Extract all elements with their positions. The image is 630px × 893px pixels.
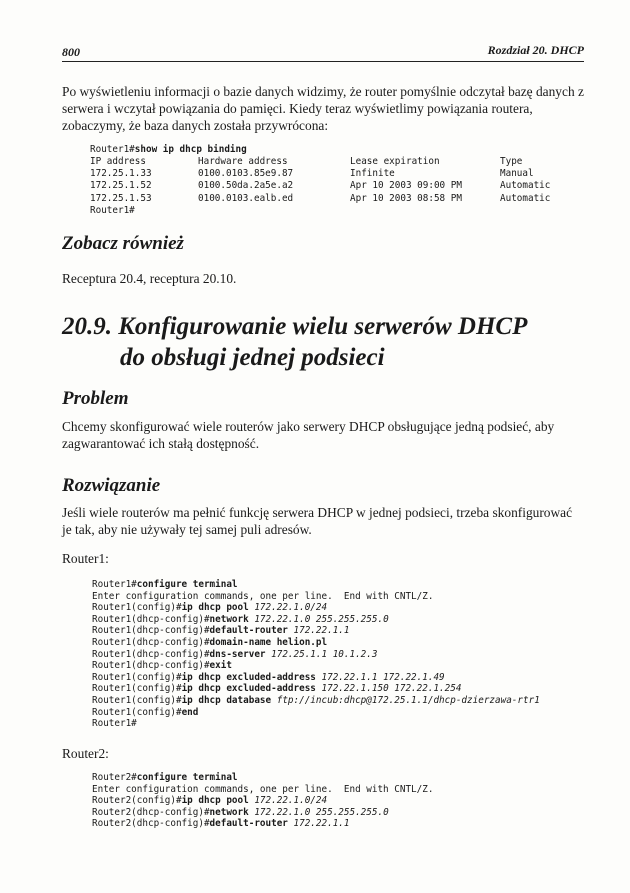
section-title-line2: do obsługi jednej podsieci — [120, 344, 385, 371]
binding-cell: Manual — [500, 168, 534, 179]
binding-cell: Apr 10 2003 09:00 PM — [350, 180, 462, 192]
cli-prompt: Router1(dhcp-config)# — [92, 637, 210, 648]
config-line — [92, 602, 327, 614]
cli-command: default-router — [209, 818, 288, 830]
config-line — [92, 772, 238, 784]
cli-argument: 172.22.1.0/24 — [248, 602, 328, 614]
config-line — [92, 614, 389, 626]
cli-prompt: Router2# — [92, 772, 137, 783]
cli-argument: 172.22.1.0 255.255.255.0 — [248, 806, 389, 818]
cli-prompt: Router1(dhcp-config)# — [92, 660, 210, 672]
config-line — [92, 660, 232, 672]
section-title-line1: 20.9. Konfigurowanie wielu serwerów DHCP — [62, 313, 528, 340]
cli-command: configure terminal — [136, 579, 238, 590]
binding-cell: IP address — [90, 156, 146, 167]
router2-label: Router2: — [62, 746, 109, 761]
cli-command: end — [181, 706, 199, 718]
see-also-text: Receptura 20.4, receptura 20.10. — [62, 271, 237, 286]
cli-argument: 172.22.1.1 — [287, 818, 350, 830]
config-line — [92, 818, 350, 830]
cli-argument: 172.22.1.1 — [287, 625, 350, 637]
cli-command: network — [209, 613, 249, 625]
cli-command: configure terminal — [136, 772, 238, 783]
config-line — [92, 807, 389, 819]
see-also-heading: Zobacz również — [62, 233, 184, 254]
cli-argument: 172.25.1.1 10.1.2.3 — [265, 648, 378, 660]
cli-prompt: Enter configuration commands, one per line. End with CNTL/Z. — [92, 783, 434, 795]
cli-prompt: Router1(config)# — [92, 602, 182, 614]
problem-text: Chcemy skonfigurować wiele routerów jako serwery DHCP obsługujące jedną podsieć, aby zagwarantować ich stałą dostępność. — [62, 419, 555, 451]
config-line — [92, 591, 433, 603]
cli-argument: 172.22.1.0 255.255.255.0 — [248, 613, 389, 625]
cli-command: dns-server — [209, 648, 266, 660]
cli-command: ip dhcp excluded-address — [181, 683, 316, 695]
binding-cell: Automatic — [500, 180, 551, 192]
cli-prompt: Router2(config)# — [92, 795, 182, 807]
binding-cell: 0100.0103.85e9.87 — [198, 168, 294, 179]
cli-command: ip dhcp pool — [181, 602, 249, 614]
cli-prompt: Enter configuration commands, one per line. End with CNTL/Z. — [92, 590, 434, 602]
cli-command: network — [209, 806, 249, 818]
binding-cell: 172.25.1.52 — [90, 180, 152, 192]
solution-text: Jeśli wiele routerów ma pełnić funkcję serwera DHCP w jednej podsieci, trzeba skonfigurować je tak, aby nie używały tej samej puli adresów. — [62, 505, 573, 537]
intro-paragraph: Po wyświetleniu informacji o bazie danych widzimy, że router pomyślnie odczytał bazę danych z serwera i wczytał powiązania do pamięci. Kiedy teraz wyświetlimy powiązania routera, zobaczymy, że baza danych została przywrócona: — [62, 84, 584, 133]
config-line — [92, 795, 327, 807]
binding-cell: 172.25.1.33 — [90, 168, 152, 179]
cli-command: exit — [209, 660, 232, 672]
cli-argument: 172.22.1.1 172.22.1.49 — [315, 671, 445, 683]
binding-cell: Infinite — [350, 168, 395, 179]
cli-prompt: Router1(dhcp-config)# — [92, 648, 210, 660]
config-line — [92, 625, 350, 637]
cli-argument: 172.22.1.0/24 — [248, 795, 328, 807]
binding-cell: Automatic — [500, 192, 551, 204]
cli-prompt: Router1(config)# — [92, 671, 182, 683]
cli-argument: ftp://incub:dhcp@172.25.1.1/dhcp-dzierzawa-rtr1 — [271, 695, 540, 706]
config-line — [92, 695, 540, 707]
binding-trailing-prompt: Router1# — [90, 205, 135, 216]
router1-label: Router1: — [62, 551, 109, 566]
cli-prompt: Router1(config)# — [92, 683, 182, 695]
command: show ip dhcp binding — [134, 144, 247, 155]
binding-command-line — [90, 144, 247, 156]
solution-heading: Rozwiązanie — [62, 475, 161, 496]
binding-cell: 0100.0103.ealb.ed — [198, 192, 294, 204]
problem-heading: Problem — [62, 388, 129, 409]
binding-cell: 172.25.1.53 — [90, 192, 152, 204]
cli-command: default-router — [209, 625, 288, 637]
config-line — [92, 707, 198, 719]
config-line — [92, 784, 433, 796]
binding-cell: Lease expiration — [350, 156, 440, 167]
cli-prompt: Router1(config)# — [92, 706, 182, 718]
cli-prompt: Router1(dhcp-config)# — [92, 613, 210, 625]
page-number: 800 — [62, 45, 80, 59]
cli-prompt: Router1# — [92, 579, 137, 590]
config-line — [92, 649, 377, 661]
binding-cell: Apr 10 2003 08:58 PM — [350, 192, 462, 204]
cli-prompt: Router1# — [92, 718, 137, 730]
cli-argument: 172.22.1.150 172.22.1.254 — [315, 683, 462, 695]
cli-prompt: Router2(dhcp-config)# — [92, 818, 210, 830]
running-header — [62, 43, 584, 62]
prompt: Router1# — [90, 144, 135, 155]
config-line — [92, 718, 137, 730]
config-line — [92, 672, 445, 684]
section-title — [62, 311, 527, 373]
binding-cell: 0100.50da.2a5e.a2 — [198, 180, 294, 192]
binding-cell: Hardware address — [198, 156, 288, 167]
cli-command: ip dhcp database — [181, 695, 272, 706]
cli-prompt: Router1(config)# — [92, 695, 182, 706]
config-line — [92, 579, 238, 591]
cli-command: ip dhcp excluded-address — [181, 671, 316, 683]
cli-prompt: Router1(dhcp-config)# — [92, 625, 210, 637]
chapter-title: Rozdział 20. DHCP — [487, 43, 584, 57]
cli-command: domain-name helion.pl — [209, 637, 328, 648]
binding-cell: Type — [500, 156, 523, 167]
config-line — [92, 683, 461, 695]
config-line — [92, 637, 327, 649]
cli-command: ip dhcp pool — [181, 795, 249, 807]
cli-prompt: Router2(dhcp-config)# — [92, 806, 210, 818]
